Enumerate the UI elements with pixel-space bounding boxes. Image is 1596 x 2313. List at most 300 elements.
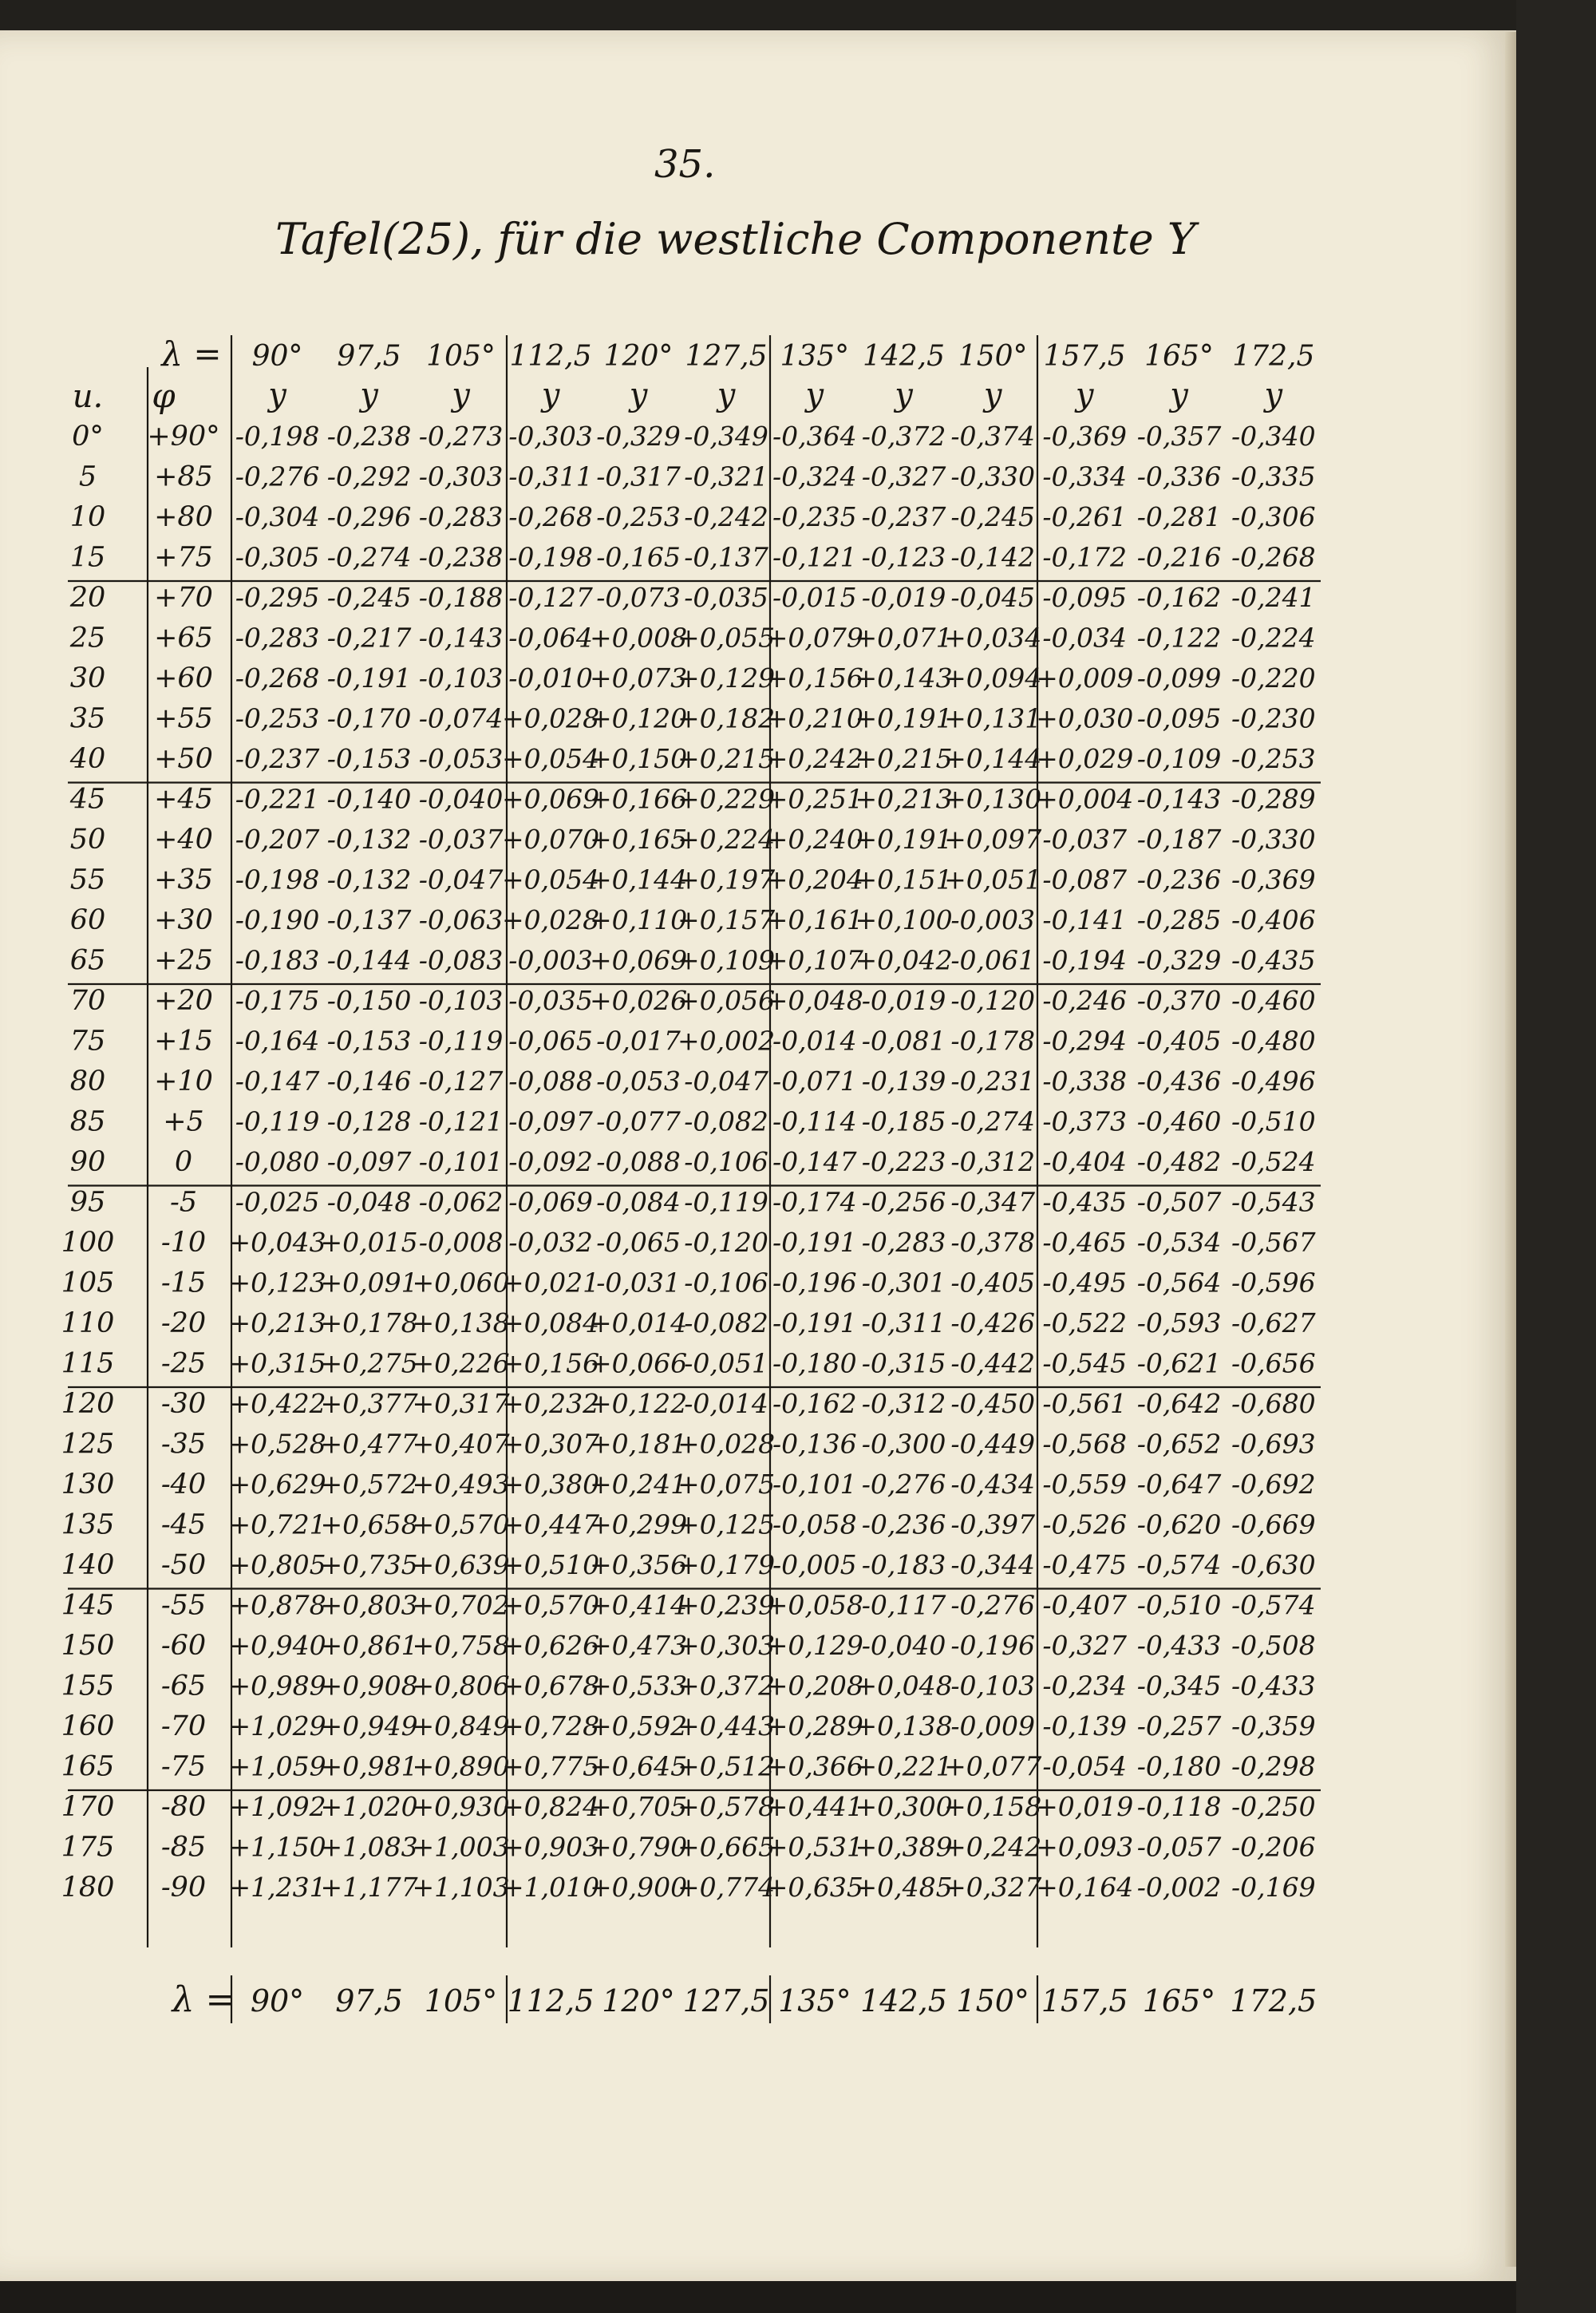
cell-value: +0,204 — [765, 864, 863, 896]
table-row — [61, 1549, 1316, 1581]
cell-value: -0,235 — [772, 501, 857, 532]
cell-value: +1,029 — [228, 1710, 326, 1742]
cell-u: 35 — [69, 702, 106, 735]
cell-value: -0,120 — [684, 1227, 768, 1258]
cell-value: -0,143 — [418, 622, 504, 654]
cell-value: -0,241 — [1231, 582, 1316, 613]
cell-value: -0,404 — [1042, 1146, 1127, 1177]
cell-value: -0,433 — [1136, 1630, 1222, 1661]
cell-value: -0,206 — [1231, 1831, 1316, 1863]
cell-value: -0,276 — [950, 1589, 1035, 1621]
cell-value: -0,283 — [418, 501, 504, 532]
cell-value: +0,658 — [320, 1508, 418, 1540]
cell-value: -0,656 — [1231, 1347, 1316, 1379]
cell-value: -0,693 — [1231, 1428, 1316, 1460]
cell-value: -0,035 — [508, 985, 593, 1016]
cell-value: +0,849 — [412, 1710, 510, 1742]
cell-value: -0,074 — [418, 702, 504, 734]
cell-value: +0,015 — [320, 1227, 418, 1258]
cell-value: +0,289 — [765, 1710, 863, 1742]
cell-value: +1,010 — [501, 1872, 600, 1903]
table-row — [70, 1066, 1316, 1097]
page-number: 35. — [654, 142, 716, 187]
cell-u: 120 — [61, 1388, 115, 1420]
table-row — [70, 824, 1316, 856]
cell-u: 90 — [69, 1146, 106, 1178]
cell-value: +0,131 — [944, 702, 1042, 734]
cell-value: -0,303 — [418, 461, 504, 492]
cell-value: -0,369 — [1042, 421, 1127, 452]
cell-value: +0,981 — [320, 1750, 418, 1782]
cell-value: -0,482 — [1136, 1146, 1222, 1177]
cell-value: -0,162 — [1136, 582, 1222, 613]
cell-value: -0,435 — [1231, 944, 1316, 976]
cell-value: -0,480 — [1231, 1025, 1316, 1057]
cell-value: +0,191 — [855, 702, 953, 734]
cell-u: 20 — [69, 582, 106, 614]
table-body — [61, 421, 1316, 1904]
cell-value: +0,414 — [589, 1589, 688, 1621]
cell-value: +0,008 — [589, 622, 688, 654]
cell-value: -0,230 — [1231, 702, 1316, 734]
cell-u: 50 — [69, 824, 106, 856]
cell-value: -0,257 — [1136, 1710, 1222, 1742]
cell-value: -0,261 — [1042, 501, 1127, 532]
cell-value: -0,285 — [1136, 904, 1222, 935]
cell-value: -0,147 — [772, 1146, 857, 1177]
cell-value: -0,119 — [684, 1186, 768, 1218]
cell-value: +0,407 — [412, 1428, 510, 1460]
table-row — [61, 1872, 1316, 1904]
cell-value: +0,151 — [855, 864, 953, 896]
cell-value: +0,356 — [589, 1549, 688, 1580]
cell-value: +0,210 — [765, 702, 863, 734]
cell-value: -0,526 — [1042, 1508, 1127, 1540]
cell-u: 70 — [69, 985, 106, 1017]
cell-phi: +50 — [154, 743, 213, 775]
cell-value: -0,191 — [772, 1307, 857, 1338]
cell-value: -0,221 — [235, 783, 320, 815]
cell-value: +0,073 — [589, 662, 688, 694]
cell-value: -0,534 — [1136, 1227, 1222, 1258]
cell-value: -0,198 — [235, 864, 320, 896]
longitude-footer-5: 127,5 — [682, 1983, 770, 2018]
cell-value: +0,531 — [765, 1831, 863, 1863]
cell-value: +1,177 — [320, 1872, 418, 1903]
cell-value: -0,330 — [1231, 824, 1316, 855]
cell-value: +0,051 — [944, 864, 1042, 896]
cell-value: +0,485 — [855, 1872, 953, 1903]
cell-value: +0,366 — [765, 1750, 863, 1782]
cell-value: -0,035 — [684, 582, 768, 613]
cell-value: +0,721 — [228, 1508, 326, 1540]
cell-value: -0,268 — [508, 501, 593, 532]
cell-value: +0,091 — [320, 1267, 418, 1299]
cell-value: -0,510 — [1231, 1105, 1316, 1137]
cell-value: -0,019 — [861, 582, 946, 613]
cell-value: -0,289 — [1231, 783, 1316, 815]
cell-value: -0,008 — [418, 1227, 504, 1258]
cell-value: +0,224 — [677, 824, 776, 855]
table-row — [70, 1026, 1316, 1058]
cell-value: -0,336 — [1136, 461, 1222, 492]
cell-value: -0,069 — [508, 1186, 593, 1218]
longitude-footer-8: 150° — [956, 1983, 1029, 2018]
cell-value: -0,508 — [1231, 1630, 1316, 1661]
cell-value: -0,095 — [1136, 702, 1222, 734]
cell-value: -0,276 — [235, 461, 320, 492]
table-row — [72, 421, 1316, 453]
cell-value: -0,106 — [684, 1146, 768, 1177]
cell-value: -0,084 — [596, 1186, 681, 1218]
cell-value: -0,224 — [1231, 622, 1316, 654]
cell-value: -0,109 — [1136, 743, 1222, 774]
table-row — [70, 703, 1316, 735]
cell-value: -0,242 — [684, 501, 768, 532]
cell-u: 135 — [61, 1508, 115, 1541]
table-row — [70, 1146, 1316, 1178]
cell-value: +0,197 — [677, 864, 776, 896]
table-row — [61, 1469, 1316, 1500]
cell-value: -0,117 — [861, 1589, 946, 1621]
cell-value: -0,087 — [1042, 864, 1127, 896]
cell-value: -0,121 — [418, 1105, 504, 1137]
cell-value: -0,010 — [508, 662, 593, 694]
cell-phi: +25 — [154, 944, 213, 977]
cell-value: +0,179 — [677, 1549, 776, 1580]
cell-value: +1,003 — [412, 1831, 510, 1863]
cell-value: +0,477 — [320, 1428, 418, 1460]
cell-u: 45 — [69, 783, 106, 816]
cell-phi: -40 — [160, 1469, 207, 1500]
cell-value: +0,229 — [677, 783, 776, 815]
cell-value: +0,572 — [320, 1469, 418, 1500]
table-row — [61, 1388, 1316, 1420]
cell-value: +0,019 — [1036, 1791, 1134, 1822]
cell-value: -0,315 — [861, 1347, 946, 1379]
cell-value: -0,374 — [950, 421, 1035, 452]
cell-value: -0,246 — [1042, 985, 1127, 1016]
cell-value: +0,493 — [412, 1469, 510, 1500]
cell-phi: +20 — [154, 985, 213, 1017]
table-row — [61, 1630, 1316, 1662]
cell-value: +0,774 — [677, 1872, 776, 1903]
cell-value: +0,182 — [677, 702, 776, 734]
cell-value: -0,190 — [235, 904, 320, 935]
cell-value: +0,251 — [765, 783, 863, 815]
cell-value: -0,621 — [1136, 1347, 1222, 1379]
cell-value: -0,120 — [950, 985, 1035, 1016]
cell-phi: -45 — [160, 1508, 207, 1541]
cell-phi: -85 — [160, 1831, 207, 1864]
cell-value: +0,028 — [501, 702, 600, 734]
cell-value: +0,100 — [855, 904, 953, 935]
cell-value: +0,940 — [228, 1630, 326, 1661]
cell-value: -0,057 — [1136, 1831, 1222, 1863]
cell-value: -0,335 — [1231, 461, 1316, 492]
cell-phi: -55 — [160, 1589, 207, 1622]
longitude-footer-6: 135° — [778, 1983, 851, 2018]
cell-value: +0,156 — [765, 662, 863, 694]
longitude-header-11: 172,5 — [1232, 340, 1315, 373]
cell-value: -0,543 — [1231, 1186, 1316, 1218]
cell-value: +0,066 — [589, 1347, 688, 1379]
cell-u: 150 — [61, 1630, 115, 1662]
cell-value: -0,139 — [1042, 1710, 1127, 1742]
cell-phi: -25 — [160, 1347, 207, 1380]
cell-value: -0,236 — [1136, 864, 1222, 896]
cell-u: 25 — [69, 622, 106, 654]
cell-value: +0,215 — [855, 743, 953, 774]
cell-value: +0,242 — [944, 1831, 1042, 1863]
table-row — [69, 582, 1316, 614]
cell-value: +0,422 — [228, 1388, 326, 1419]
cell-value: +0,377 — [320, 1388, 418, 1419]
cell-value: -0,073 — [596, 582, 681, 613]
table-row — [61, 1429, 1316, 1461]
cell-u: 10 — [69, 501, 106, 533]
table-row — [70, 985, 1316, 1017]
cell-value: -0,292 — [326, 461, 412, 492]
y-symbol-header-11: y — [1264, 377, 1283, 413]
longitude-footer-3: 112,5 — [507, 1983, 595, 2018]
cell-value: +0,702 — [412, 1589, 510, 1621]
cell-phi: -80 — [160, 1791, 207, 1823]
table-row — [69, 784, 1316, 816]
cell-value: +0,635 — [765, 1872, 863, 1903]
cell-value: +0,728 — [501, 1710, 600, 1742]
cell-value: +0,129 — [677, 662, 776, 694]
cell-value: -0,268 — [1231, 541, 1316, 573]
table-row — [70, 662, 1316, 694]
cell-value: -0,127 — [508, 582, 593, 613]
cell-value: -0,349 — [684, 421, 768, 452]
cell-value: +0,241 — [589, 1469, 688, 1500]
cell-value: +0,107 — [765, 944, 863, 976]
cell-value: -0,465 — [1042, 1227, 1127, 1258]
cell-value: +1,020 — [320, 1791, 418, 1822]
cell-value: -0,015 — [772, 582, 857, 613]
cell-value: -0,146 — [326, 1066, 412, 1097]
footer-lambda-label: λ = — [172, 1979, 235, 2020]
cell-phi: +75 — [154, 541, 213, 574]
cell-value: -0,281 — [1136, 501, 1222, 532]
cell-value: +0,144 — [589, 864, 688, 896]
cell-value: +0,034 — [944, 622, 1042, 654]
cell-value: -0,003 — [950, 904, 1035, 935]
table-row — [70, 864, 1316, 896]
cell-value: +0,021 — [501, 1267, 600, 1299]
cell-value: +0,009 — [1036, 662, 1134, 694]
cell-phi: -65 — [160, 1670, 207, 1702]
cell-value: +0,181 — [589, 1428, 688, 1460]
cell-value: +0,084 — [501, 1307, 600, 1338]
cell-value: -0,245 — [326, 582, 412, 613]
cell-u: 105 — [61, 1267, 115, 1299]
table-row — [70, 904, 1316, 936]
cell-value: -0,253 — [1231, 743, 1316, 774]
cell-value: -0,034 — [1042, 622, 1127, 654]
cell-value: +0,054 — [501, 743, 600, 774]
cell-value: -0,198 — [508, 541, 593, 573]
cell-value: -0,524 — [1231, 1146, 1316, 1177]
cell-u: 15 — [69, 541, 106, 574]
cell-value: +0,806 — [412, 1670, 510, 1702]
cell-value: -0,378 — [950, 1227, 1035, 1258]
cell-value: +0,129 — [765, 1630, 863, 1661]
table-row — [61, 1590, 1316, 1622]
cell-value: -0,047 — [684, 1066, 768, 1097]
cell-value: +0,164 — [1036, 1872, 1134, 1903]
cell-value: -0,077 — [596, 1105, 681, 1137]
cell-value: +0,123 — [228, 1267, 326, 1299]
cell-value: -0,097 — [508, 1105, 593, 1137]
cell-value: -0,405 — [950, 1267, 1035, 1299]
cell-value: +0,070 — [501, 824, 600, 855]
longitude-footer-11: 172,5 — [1230, 1983, 1317, 2018]
cell-phi: +60 — [154, 662, 213, 694]
table-row — [61, 1348, 1316, 1380]
cell-value: -0,014 — [684, 1388, 768, 1419]
longitude-footer-7: 142,5 — [860, 1983, 947, 2018]
cell-value: -0,231 — [950, 1066, 1035, 1097]
cell-value: +0,213 — [228, 1307, 326, 1338]
cell-value: +0,645 — [589, 1750, 688, 1782]
cell-value: -0,301 — [861, 1267, 946, 1299]
cell-value: -0,647 — [1136, 1469, 1222, 1500]
cell-value: -0,053 — [596, 1066, 681, 1097]
cell-value: -0,040 — [861, 1630, 946, 1661]
cell-value: -0,334 — [1042, 461, 1127, 492]
cell-phi: +45 — [154, 783, 213, 816]
cell-value: -0,216 — [1136, 541, 1222, 573]
cell-value: +0,824 — [501, 1791, 600, 1822]
cell-value: -0,083 — [418, 944, 504, 976]
cell-value: +0,473 — [589, 1630, 688, 1661]
cell-value: +0,861 — [320, 1630, 418, 1661]
cell-value: -0,143 — [1136, 783, 1222, 815]
cell-value: +0,705 — [589, 1791, 688, 1822]
cell-value: -0,101 — [772, 1469, 857, 1500]
cell-u: 170 — [61, 1791, 115, 1823]
cell-value: -0,064 — [508, 622, 593, 654]
cell-value: +0,533 — [589, 1670, 688, 1702]
cell-value: -0,630 — [1231, 1549, 1316, 1580]
cell-u: 180 — [61, 1872, 115, 1904]
cell-u: 160 — [61, 1710, 115, 1742]
cell-value: -0,180 — [772, 1347, 857, 1379]
cell-value: -0,522 — [1042, 1307, 1127, 1338]
cell-value: -0,169 — [1231, 1872, 1316, 1903]
cell-value: -0,009 — [950, 1710, 1035, 1742]
cell-value: -0,071 — [772, 1066, 857, 1097]
cell-value: -0,092 — [508, 1146, 593, 1177]
cell-u: 30 — [69, 662, 106, 694]
cell-value: -0,642 — [1136, 1388, 1222, 1419]
cell-value: -0,220 — [1231, 662, 1316, 694]
cell-value: +0,026 — [589, 985, 688, 1016]
cell-value: -0,103 — [418, 985, 504, 1016]
longitude-header-2: 105° — [426, 340, 496, 373]
cell-value: +0,447 — [501, 1508, 600, 1540]
table-row — [70, 1187, 1316, 1219]
cell-value: -0,223 — [861, 1146, 946, 1177]
cell-value: +0,060 — [412, 1267, 510, 1299]
cell-value: +0,570 — [501, 1589, 600, 1621]
cell-value: +0,803 — [320, 1589, 418, 1621]
cell-value: +0,221 — [855, 1750, 953, 1782]
table-row — [79, 461, 1316, 493]
cell-value: +0,213 — [855, 783, 953, 815]
cell-value: +1,150 — [228, 1831, 326, 1863]
cell-value: -0,283 — [235, 622, 320, 654]
cell-value: -0,568 — [1042, 1428, 1127, 1460]
cell-value: +0,317 — [412, 1388, 510, 1419]
cell-value: -0,329 — [1136, 944, 1222, 976]
cell-value: -0,295 — [235, 582, 320, 613]
cell-value: +0,570 — [412, 1508, 510, 1540]
cell-value: -0,178 — [950, 1025, 1035, 1057]
cell-value: -0,460 — [1136, 1105, 1222, 1137]
y-symbol-header-1: y — [360, 377, 378, 413]
table-header — [73, 334, 1315, 415]
cell-value: +0,629 — [228, 1469, 326, 1500]
cell-value: +0,055 — [677, 622, 776, 654]
cell-value: -0,063 — [418, 904, 504, 935]
cell-value: -0,311 — [508, 461, 593, 492]
cell-value: -0,165 — [596, 541, 681, 573]
cell-value: -0,088 — [508, 1066, 593, 1097]
cell-value: -0,150 — [326, 985, 412, 1016]
cell-value: +0,043 — [228, 1227, 326, 1258]
cell-value: -0,253 — [596, 501, 681, 532]
cell-value: -0,047 — [418, 864, 504, 896]
cell-value: -0,082 — [684, 1105, 768, 1137]
longitude-footer-4: 120° — [602, 1983, 675, 2018]
cell-u: 140 — [61, 1549, 115, 1581]
cell-value: -0,294 — [1042, 1025, 1127, 1057]
cell-value: -0,127 — [418, 1066, 504, 1097]
cell-value: -0,405 — [1136, 1025, 1222, 1057]
longitude-header-1: 97,5 — [337, 340, 401, 373]
cell-value: -0,593 — [1136, 1307, 1222, 1338]
longitude-header-8: 150° — [958, 340, 1028, 373]
cell-value: -0,340 — [1231, 421, 1316, 452]
table-row — [61, 1307, 1316, 1339]
table-row — [61, 1791, 1316, 1823]
cell-phi: -70 — [160, 1710, 207, 1742]
cell-value: -0,347 — [950, 1186, 1035, 1218]
cell-value: -0,324 — [772, 461, 857, 492]
cell-value: +0,578 — [677, 1791, 776, 1822]
cell-value: +0,380 — [501, 1469, 600, 1500]
cell-value: -0,118 — [1136, 1791, 1222, 1822]
cell-value: -0,137 — [684, 541, 768, 573]
cell-value: -0,305 — [235, 541, 320, 573]
cell-value: -0,121 — [772, 541, 857, 573]
cell-u: 75 — [69, 1025, 106, 1058]
cell-value: +1,092 — [228, 1791, 326, 1822]
cell-phi: +15 — [154, 1025, 213, 1058]
cell-value: -0,680 — [1231, 1388, 1316, 1419]
cell-value: -0,370 — [1136, 985, 1222, 1016]
cell-value: +0,626 — [501, 1630, 600, 1661]
cell-value: -0,312 — [950, 1146, 1035, 1177]
table-row — [61, 1710, 1316, 1742]
cell-value: +0,097 — [944, 824, 1042, 855]
cell-value: +0,805 — [228, 1549, 326, 1580]
cell-value: -0,245 — [950, 501, 1035, 532]
